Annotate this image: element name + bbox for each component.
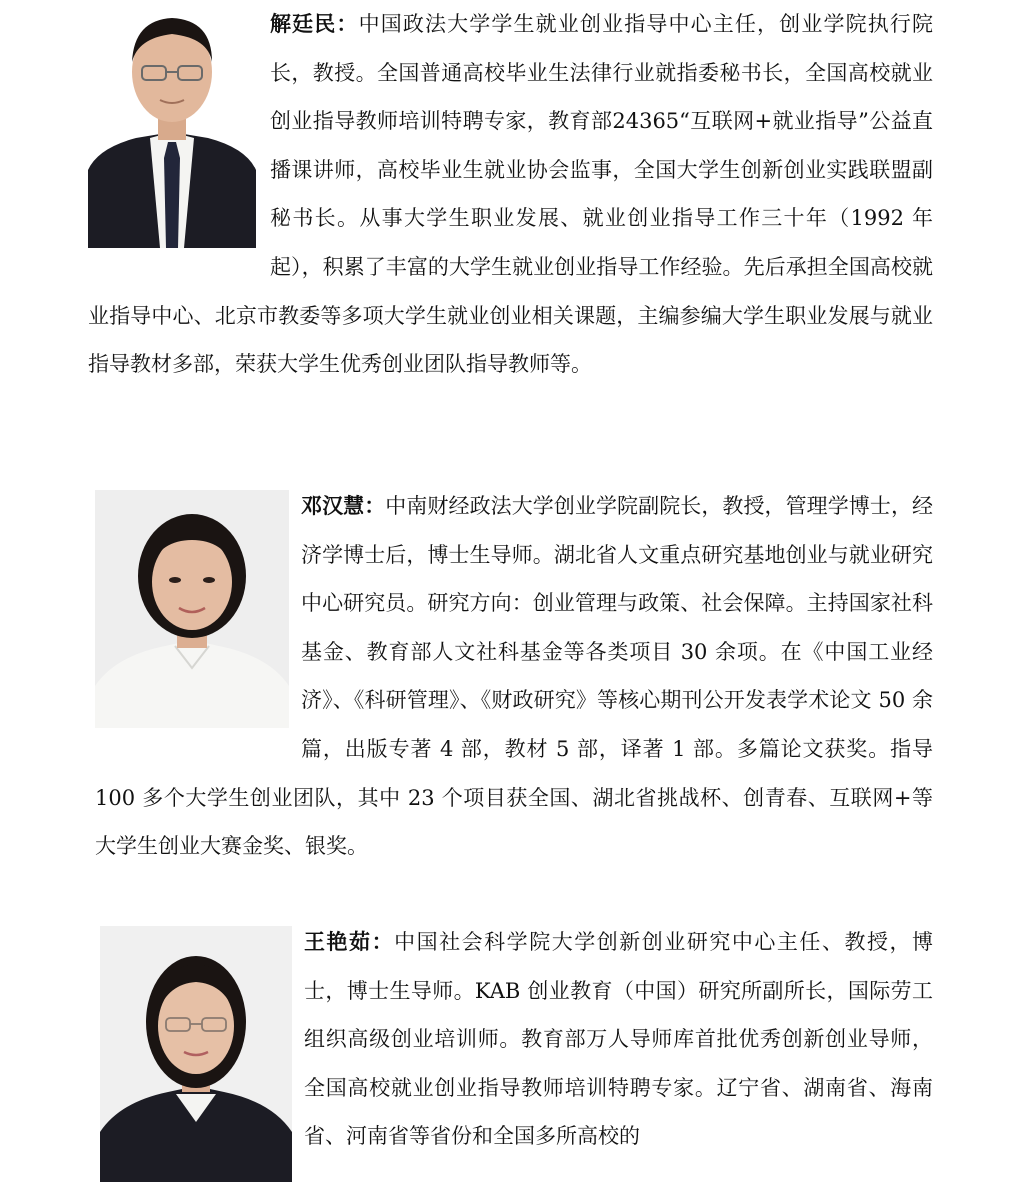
person-name-1: 解廷民 [270,11,337,36]
person-name-2: 邓汉慧 [301,493,365,518]
portrait-man-icon [88,0,256,248]
portrait-photo-3 [100,918,292,1190]
portrait-woman-glasses-icon [100,926,292,1182]
name-separator-2: ： [364,493,386,518]
person-name-3: 王艳茹 [304,929,372,954]
bio-entry-1 [88,0,933,389]
bio-text-1: 中国政法大学学生就业创业指导中心主任，创业学院执行院长，教授。全国普通高校毕业生法律行业就指委秘书长，全国高校就业创业指导教师培训特聘专家，教育部24365“互联网+就业指导”公益直播课讲师，高校毕业生就业协会监事，全国大学生创新创业实践联盟副秘书长。从事大学生职业发展、就业创业指导工作三十年（1992 年起），积累了丰富的大学生就业创业指导工作经验。先后承担全国高校就业指导中心、北京市教委等多项大学生就业创业相关课题，主编参编大学生职业发展与就业指导教材多部，荣获大学生优秀创业团队指导教师等。 [88,12,934,377]
bio-entry-3 [100,918,933,1190]
portrait-photo-2 [95,482,289,736]
name-separator-3: ： [371,929,395,954]
portrait-woman-icon [95,490,289,728]
portrait-photo-1 [88,0,256,272]
bio-text-3: 中国社会科学院大学创新创业研究中心主任、教授，博士，博士生导师。KAB 创业教育（中国）研究所副所长，国际劳工组织高级创业培训师。教育部万人导师库首批优秀创新创业导师，全国高校就业创业指导教师培训特聘专家。辽宁省、湖南省、海南省、河南省等省份和全国多所高校的 [304,930,934,1149]
bio-text-2: 中南财经政法大学创业学院副院长，教授，管理学博士，经济学博士后，博士生导师。湖北省人文重点研究基地创业与就业研究中心研究员。研究方向：创业管理与政策、社会保障。主持国家社科基金、教育部人文社科基金等各类项目 30 余项。在《中国工业经济》、《科研管理》、《财政研究》等核心期刊公开发表学术论文 50 余篇，出版专著 4 部，教材 5 部，译著 1 部。多篇论文获奖。指导 100 多个大学生创业团队，其中 23 个项目获全国、湖北省挑战杯、创青春、互联网+等大学生创业大赛金奖、银奖。 [95,494,934,859]
name-separator-1: ： [336,11,359,36]
bio-entry-2 [95,482,933,871]
